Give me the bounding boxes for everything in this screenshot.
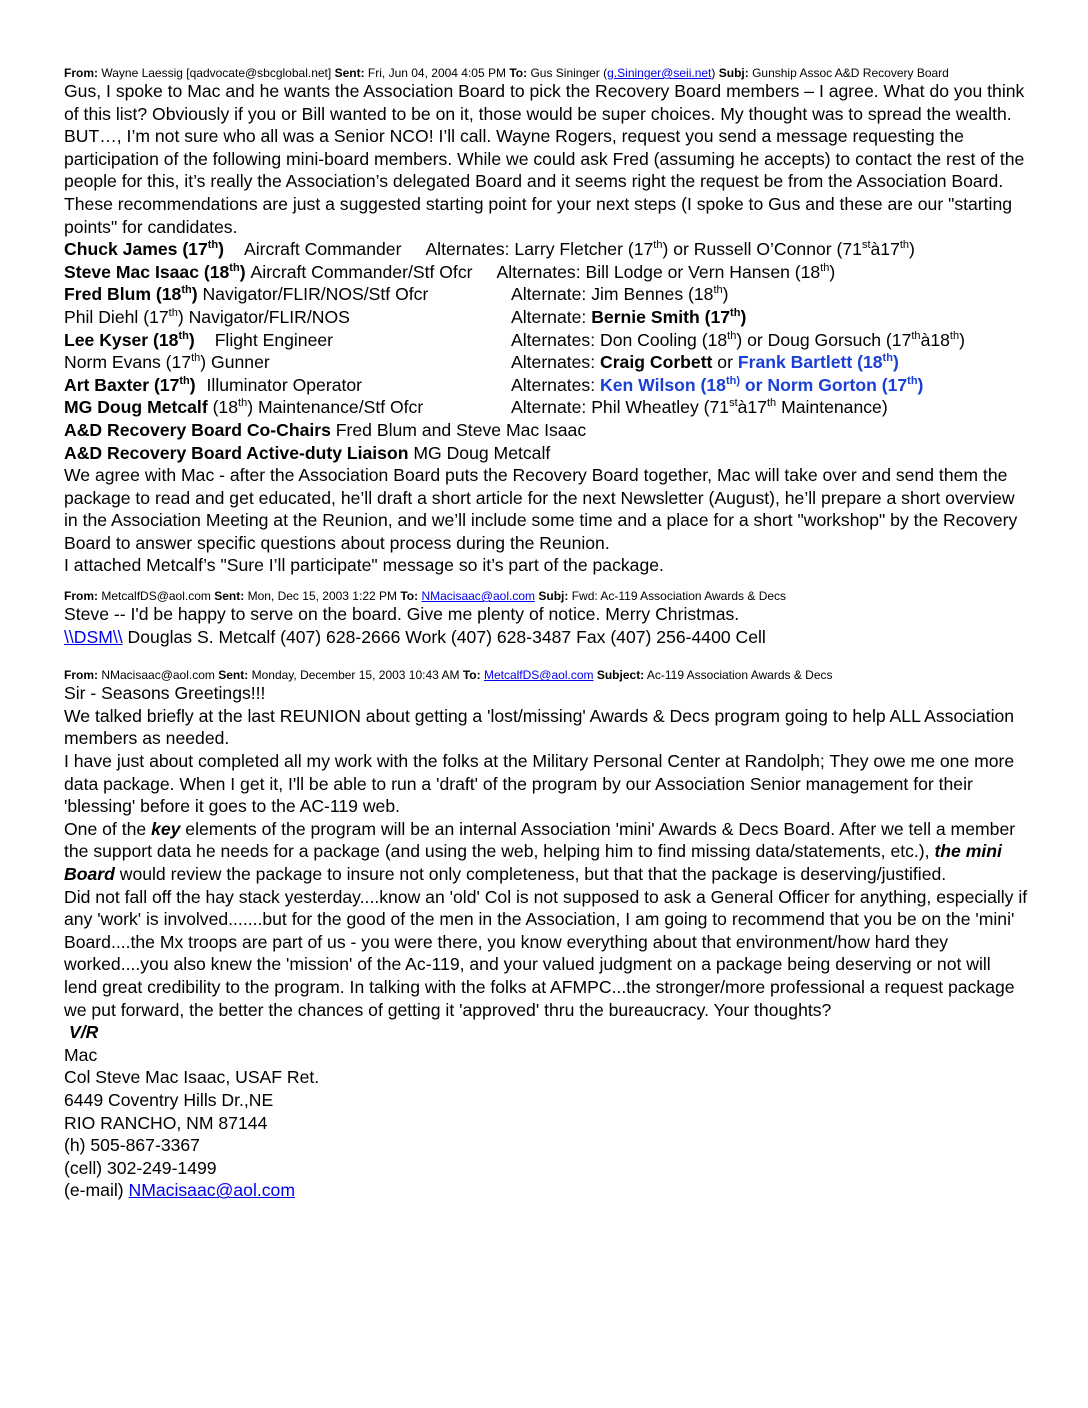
board-row: [64, 396, 1028, 419]
email3-header: [64, 668, 1028, 682]
dsm-link[interactable]: \\DSM\\: [64, 626, 123, 647]
email3-paragraph: I have just about completed all my work with the folks at the Military Personal Center at Randolph; They owe me one more data package. When I get it, I'll be able to run a 'draft' of the program by our Association Senior management for their 'blessing' before it goes to the AC-119 web.: [64, 751, 1015, 817]
subj-label: Subject:: [596, 668, 645, 683]
from-label: From:: [64, 589, 98, 604]
to-email-link[interactable]: MetcalfDS@aol.com: [483, 668, 594, 683]
liaison-line: A&D Recovery Board Active-duty Liaison MG Doug Metcalf: [64, 442, 551, 463]
board-row: [64, 283, 1028, 306]
member-name: Steve Mac Isaac (18th): [64, 261, 246, 282]
member-name: Art Baxter (17th): [64, 374, 196, 395]
signature-email: (e-mail) NMacisaac@aol.com: [64, 1180, 295, 1201]
subj-value: Gunship Assoc A&D Recovery Board: [752, 66, 949, 80]
sent-label: Sent:: [214, 589, 245, 604]
member-role: Maintenance/Stf Ofcr: [257, 397, 424, 418]
from-value: NMacisaac@aol.com: [101, 668, 215, 683]
sent-label: Sent:: [334, 66, 365, 80]
board-row: [64, 261, 1028, 284]
email2-body: [64, 603, 1028, 648]
member-name: MG Doug Metcalf (18th): [64, 397, 254, 418]
email1-header: [64, 66, 1028, 80]
member-name: Chuck James (17th): [64, 239, 225, 260]
cochairs-line: A&D Recovery Board Co-Chairs Fred Blum and Steve Mac Isaac: [64, 419, 587, 440]
email2-paragraph: Steve -- I'd be happy to serve on the board. Give me plenty of notice. Merry Christmas.: [64, 604, 740, 625]
from-value: MetcalfDS@aol.com: [101, 589, 211, 604]
signature-home-phone: (h) 505-867-3367: [64, 1135, 200, 1156]
email2-signature: \\DSM\\ Douglas S. Metcalf (407) 628-2666 Work (407) 628-3487 Fax (407) 256-4400 Cell: [64, 626, 766, 647]
signature-city: RIO RANCHO, NM 87144: [64, 1112, 268, 1133]
sent-value: Monday, December 15, 2003 10:43 AM: [251, 668, 460, 683]
to-name: Gus Sininger (: [530, 66, 608, 80]
member-name: Fred Blum (18th): [64, 284, 198, 305]
member-alternates: Alternates: Craig Corbett or Frank Bartlett (18th): [511, 352, 899, 373]
board-row: [64, 374, 1028, 397]
member-name: Lee Kyser (18th): [64, 329, 195, 350]
email3-paragraph: One of the key elements of the program will be an internal Association 'mini' Awards & Decs Board. After we tell a member the support data he needs for a package (and using the web, helping him to find missing data/statements, etc.), the mini Board would review the package to insure not only completeness, but that that the package is deserving/justified.: [64, 818, 1016, 884]
from-label: From:: [64, 668, 98, 683]
email3-greeting: Sir - Seasons Greetings!!!: [64, 683, 266, 704]
member-name: Phil Diehl (17th): [64, 306, 184, 327]
member-role: Flight Engineer: [214, 329, 334, 350]
member-role: Navigator/FLIR/NOS/Stf Ofcr: [202, 284, 429, 305]
member-alternates: Alternates: Don Cooling (18th) or Doug Gorsuch (17thà18th): [511, 329, 965, 350]
member-alternates: Alternate: Phil Wheatley (71stà17th Maintenance): [511, 397, 888, 418]
board-row: [64, 306, 1028, 329]
board-row: [64, 329, 1028, 352]
member-role: Gunner: [211, 352, 270, 373]
board-list: [64, 238, 1028, 419]
member-alternates: Alternate: Jim Bennes (18th): [511, 284, 729, 305]
email1-body: [64, 80, 1028, 577]
to-close: ): [711, 66, 716, 80]
signature-email-link[interactable]: NMacisaac@aol.com: [128, 1180, 295, 1201]
member-alternates: Alternates: Larry Fletcher (17th) or Russell O’Connor (71stà17th): [425, 239, 915, 260]
email1-paragraph: We agree with Mac - after the Association Board puts the Recovery Board together, Mac will take over and send them the package to read and get educated, he’ll draft a short article for the next Newsletter (August), he’ll prepare a short overview in the Association Meeting at the Reunion, and we’ll include some time and a place for a short "workshop" by the Recovery Board to answer specific questions about process during the Reunion.: [64, 465, 1018, 553]
member-role: Aircraft Commander: [244, 239, 402, 260]
email3-body: [64, 682, 1028, 1202]
board-row: [64, 238, 1028, 261]
member-alternates: Alternates: Ken Wilson ($18^{th)}$ or Norm Gorton (17th): [511, 374, 924, 395]
member-alternates: Alternate: Bernie Smith (17th): [511, 306, 747, 327]
signature-name: Mac: [64, 1044, 98, 1065]
email1-paragraph: Gus, I spoke to Mac and he wants the Association Board to pick the Recovery Board members – I agree. What do you think of this list? Obviously if you or Bill wanted to be on it, those would be super choices. My thought was to spread the wealth. BUT…, I’m not sure who all was a Senior NCO! I’ll call. Wayne Rogers, request you send a message requesting the participation of the following mini-board members. While we could ask Fred (assuming he accepts) to contact the rest of the people for this, it’s really the Association’s delegated Board and it seems right the request be from the Association Board. These recommendations are just a suggested starting point for your next steps (I spoke to Gus and these are our "starting points" for candidates.: [64, 81, 1025, 237]
to-label: To:: [509, 66, 528, 80]
sign-off: V/R: [69, 1022, 99, 1043]
to-email-link[interactable]: g.Sininger@seii.net: [607, 66, 712, 80]
subj-label: Subj:: [538, 589, 569, 604]
sent-value: Fri, Jun 04, 2004 4:05 PM: [367, 66, 506, 80]
email3-paragraph: Did not fall off the hay stack yesterday....know an 'old' Col is not supposed to ask a General Officer for anything, especially if any 'work' is involved.......but for the good of the men in the Association, I am going to recommend that you be on the 'mini' Board....the Mx troops are part of us - you were there, you know everything about that environment/how hard they worked....you also knew the 'mission' of the Ac-119, and your valued judgment on a package being deserving or not will lend great credibility to the program. In talking with the folks at AFMPC...the stronger/more professional a request package we put forward, the better the chances of getting it 'approved' thru the bureaucracy. Your thoughts?: [64, 886, 1028, 1020]
from-label: From:: [64, 66, 98, 80]
to-label: To:: [462, 668, 481, 683]
signature-cell-phone: (cell) 302-249-1499: [64, 1157, 217, 1178]
to-email-link[interactable]: NMacisaac@aol.com: [421, 589, 536, 604]
board-row: [64, 351, 1028, 374]
member-name: Norm Evans (17th): [64, 352, 207, 373]
member-alternates: Alternates: Bill Lodge or Vern Hansen (18th): [496, 261, 836, 282]
email2-header: [64, 589, 1028, 603]
sent-value: Mon, Dec 15, 2003 1:22 PM: [247, 589, 397, 604]
email3-paragraph: We talked briefly at the last REUNION about getting a 'lost/missing' Awards & Decs program going to help ALL Association members as needed.: [64, 705, 1015, 749]
subj-value: Fwd: Ac-119 Association Awards & Decs: [571, 589, 787, 604]
subj-label: Subj:: [718, 66, 749, 80]
member-role: Illuminator Operator: [206, 374, 363, 395]
subj-value: Ac-119 Association Awards & Decs: [646, 668, 833, 683]
email1-paragraph: I attached Metcalf’s "Sure I’ll participate" message so it’s part of the package.: [64, 555, 664, 576]
to-label: To:: [400, 589, 419, 604]
member-role: Aircraft Commander/Stf Ofcr: [250, 261, 473, 282]
signature-title: Col Steve Mac Isaac, USAF Ret.: [64, 1067, 320, 1088]
member-role: Navigator/FLIR/NOS: [188, 306, 350, 327]
from-value: Wayne Laessig [qadvocate@sbcglobal.net]: [101, 66, 332, 80]
sent-label: Sent:: [218, 668, 249, 683]
signature-address: 6449 Coventry Hills Dr.,NE: [64, 1089, 274, 1110]
